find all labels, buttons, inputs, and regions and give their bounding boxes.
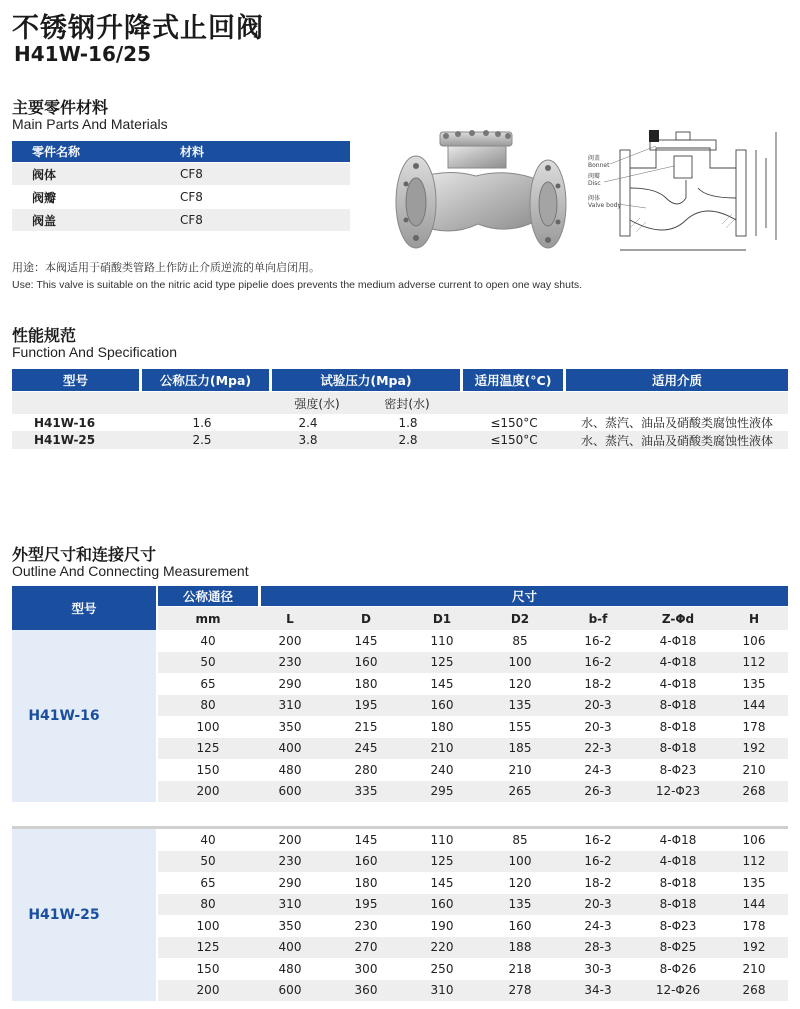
dims-cell: 30-3 — [584, 961, 612, 976]
dims-title-en: Outline And Connecting Measurement — [12, 563, 249, 579]
dims-cell: 400 — [278, 741, 302, 756]
parts-title-cn: 主要零件材料 — [12, 98, 109, 117]
dims-cell: 335 — [354, 784, 378, 799]
dims-cell: 400 — [278, 940, 302, 955]
dims-col-D2: D2 — [510, 611, 530, 626]
parts-row-name: 阀盖 — [32, 213, 57, 228]
dims-cell-dn: 100 — [196, 918, 220, 933]
dims-cell: 245 — [354, 741, 378, 756]
dims-cell-dn: 80 — [200, 897, 216, 912]
spec-row-temp: ≤150°C — [490, 415, 538, 430]
parts-row-material: CF8 — [180, 167, 203, 181]
dims-cell: 178 — [742, 719, 766, 734]
dims-cell: 18-2 — [584, 676, 612, 691]
dims-cell: 240 — [430, 762, 454, 777]
dims-cell: 360 — [354, 983, 378, 998]
dims-cell: 215 — [354, 719, 378, 734]
dims-cell: 188 — [508, 940, 532, 955]
spec-title-cn: 性能规范 — [12, 326, 77, 345]
parts-row-name: 阀瓣 — [32, 190, 57, 205]
dims-cell: 12-Φ26 — [655, 983, 701, 998]
spec-subheader-seal: 密封(水) — [384, 396, 430, 411]
dims-cell: 22-3 — [584, 741, 612, 756]
dims-cell: 20-3 — [584, 698, 612, 713]
dims-cell: 600 — [278, 784, 302, 799]
dims-cell: 192 — [742, 741, 766, 756]
dims-cell: 26-3 — [584, 784, 612, 799]
dims-cell: 178 — [742, 918, 766, 933]
spec-row-pn: 1.6 — [192, 415, 212, 430]
dims-cell: 210 — [742, 762, 766, 777]
spec-row-model: H41W-25 — [34, 433, 96, 447]
dims-cell: 295 — [430, 784, 454, 799]
dims-cell: 85 — [512, 633, 528, 648]
dims-col-H: H — [748, 611, 760, 626]
spec-row-pn: 2.5 — [192, 433, 212, 447]
dims-cell: 8-Φ18 — [659, 875, 697, 890]
dims-cell: 144 — [742, 698, 766, 713]
spec-row-strength: 3.8 — [298, 433, 318, 447]
dims-cell: 180 — [430, 719, 454, 734]
dims-cell: 180 — [354, 875, 378, 890]
parts-title-en: Main Parts And Materials — [12, 116, 168, 132]
dims-cell: 8-Φ18 — [659, 719, 697, 734]
dims-cell: 24-3 — [584, 762, 612, 777]
dims-cell: 8-Φ26 — [659, 961, 697, 976]
valve-photo — [388, 128, 578, 258]
dims-cell: 270 — [354, 940, 378, 955]
dims-cell: 300 — [354, 961, 378, 976]
dims-cell-dn: 40 — [200, 633, 216, 648]
parts-header-name: 零件名称 — [32, 145, 81, 159]
spec-row-temp: ≤150°C — [490, 433, 538, 447]
dims-cell: 250 — [430, 961, 454, 976]
dims-cell-dn: 100 — [196, 719, 220, 734]
dims-cell: 144 — [742, 897, 766, 912]
dims-cell: 85 — [512, 832, 528, 847]
dims-cell: 280 — [354, 762, 378, 777]
dims-cell-dn: 150 — [196, 762, 220, 777]
page-title: 不锈钢升降式止回阀 — [12, 13, 264, 44]
dims-cell: 210 — [508, 762, 532, 777]
dims-cell: 106 — [742, 832, 766, 847]
spec-header-temp: 适用温度(°C) — [463, 369, 563, 391]
parts-table — [12, 141, 350, 233]
parts-row-material: CF8 — [180, 190, 203, 204]
spec-row-medium: 水、蒸汽、油品及硝酸类腐蚀性液体 — [580, 416, 773, 430]
dims-header-size: 尺寸 — [261, 586, 788, 606]
dims-cell: 600 — [278, 983, 302, 998]
dims-cell: 290 — [278, 676, 302, 691]
dims-col-bf: b-f — [588, 611, 608, 626]
dims-cell: 28-3 — [584, 940, 612, 955]
dims-cell: 8-Φ18 — [659, 698, 697, 713]
dims-cell: 135 — [742, 875, 766, 890]
dims-cell-dn: 40 — [200, 832, 216, 847]
dims-cell: 100 — [508, 655, 532, 670]
dims-col-D1: D1 — [432, 611, 452, 626]
dims-cell: 12-Φ23 — [655, 784, 701, 799]
label-body-cn: 阀体 — [588, 195, 601, 202]
dims-cell: 145 — [430, 676, 454, 691]
dims-cell-dn: 150 — [196, 961, 220, 976]
dims-cell: 155 — [508, 719, 532, 734]
dims-col-L: L — [286, 611, 294, 626]
dims-cell-dn: 125 — [196, 940, 220, 955]
dims-cell: 218 — [508, 961, 532, 976]
dims-cell-dn: 80 — [200, 698, 216, 713]
dims-header-model: 型号 — [12, 586, 156, 630]
dims-cell: 112 — [742, 655, 766, 670]
dims-cell: 18-2 — [584, 875, 612, 890]
dims-cell: 195 — [354, 698, 378, 713]
dims-header-dn: 公称通径 — [158, 586, 258, 606]
dims-cell-dn: 50 — [200, 854, 216, 869]
spec-row-seal: 2.8 — [398, 433, 418, 447]
dims-cell: 192 — [742, 940, 766, 955]
label-disc-cn: 阀瓣 — [588, 173, 601, 180]
dims-cell: 210 — [430, 741, 454, 756]
usage-cn: 用途：本阀适用于硝酸类管路上作防止介质逆流的单向启闭用。 — [12, 261, 320, 274]
dims-group-model: H41W-16 — [28, 708, 100, 724]
dims-cell: 310 — [430, 983, 454, 998]
dims-cell: 16-2 — [584, 832, 612, 847]
dims-cell: 210 — [742, 961, 766, 976]
dims-cell: 4-Φ18 — [659, 655, 697, 670]
dims-cell: 20-3 — [584, 897, 612, 912]
dims-cell-dn: 65 — [200, 676, 216, 691]
parts-row-material: CF8 — [180, 213, 203, 227]
dims-cell: 16-2 — [584, 633, 612, 648]
label-body: Valve body — [588, 202, 621, 209]
dims-cell: 265 — [508, 784, 532, 799]
spec-row-model: H41W-16 — [34, 415, 96, 430]
dims-cell: 8-Φ23 — [659, 762, 697, 777]
dims-cell: 24-3 — [584, 918, 612, 933]
dims-cell: 4-Φ18 — [659, 832, 697, 847]
dims-cell-dn: 200 — [196, 983, 220, 998]
dims-cell-dn: 50 — [200, 655, 216, 670]
dims-cell: 350 — [278, 918, 302, 933]
dims-cell-dn: 125 — [196, 741, 220, 756]
dims-cell: 125 — [430, 854, 454, 869]
dims-cell: 480 — [278, 762, 302, 777]
spec-table — [12, 369, 788, 451]
dims-cell: 135 — [742, 676, 766, 691]
label-bonnet-cn: 阀盖 — [588, 155, 601, 162]
spec-header-model: 型号 — [12, 369, 139, 391]
dims-cell: 135 — [508, 698, 532, 713]
dims-cell: 106 — [742, 633, 766, 648]
dims-cell: 16-2 — [584, 655, 612, 670]
dims-cell: 268 — [742, 784, 766, 799]
dims-cell: 120 — [508, 875, 532, 890]
dims-cell: 185 — [508, 741, 532, 756]
dims-cell: 145 — [430, 875, 454, 890]
dims-cell: 195 — [354, 897, 378, 912]
dims-cell: 190 — [430, 918, 454, 933]
dims-cell: 160 — [430, 897, 454, 912]
dims-cell: 160 — [354, 854, 378, 869]
dims-header-dn-unit: mm — [195, 611, 221, 626]
spec-header-test: 试验压力(Mpa) — [272, 369, 460, 391]
dims-cell: 230 — [278, 854, 302, 869]
dims-cell: 100 — [508, 854, 532, 869]
dims-cell: 160 — [430, 698, 454, 713]
dims-cell: 4-Φ18 — [659, 676, 697, 691]
spec-header-medium: 适用介质 — [566, 369, 788, 391]
dims-cell: 120 — [508, 676, 532, 691]
label-disc: Disc — [588, 180, 601, 187]
dims-cell: 4-Φ18 — [659, 854, 697, 869]
dims-cell: 8-Φ18 — [659, 897, 697, 912]
dims-cell: 230 — [354, 918, 378, 933]
dims-cell-dn: 65 — [200, 875, 216, 890]
dims-cell: 125 — [430, 655, 454, 670]
dims-cell: 110 — [430, 633, 454, 648]
dims-group-model: H41W-25 — [28, 907, 100, 923]
dims-cell: 278 — [508, 983, 532, 998]
dims-cell: 268 — [742, 983, 766, 998]
spec-header-pn: 公称压力(Mpa) — [142, 369, 269, 391]
dims-cell-dn: 200 — [196, 784, 220, 799]
dims-cell: 16-2 — [584, 854, 612, 869]
label-bonnet: Bonnet — [588, 162, 610, 169]
usage-en: Use: This valve is suitable on the nitric acid type pipelie does prevents the medium adverse current to open one way shuts. — [12, 279, 583, 291]
product-model: H41W-16/25 — [14, 42, 152, 66]
dims-cell: 480 — [278, 961, 302, 976]
dims-table — [12, 586, 788, 1001]
spec-title-en: Function And Specification — [12, 344, 177, 360]
dims-cell: 145 — [354, 832, 378, 847]
valve-section-drawing — [586, 128, 786, 258]
dims-cell: 160 — [508, 918, 532, 933]
dims-cell: 200 — [278, 832, 302, 847]
dims-cell: 20-3 — [584, 719, 612, 734]
dims-cell: 160 — [354, 655, 378, 670]
dims-col-D: D — [361, 611, 371, 626]
dims-cell: 145 — [354, 633, 378, 648]
dims-cell: 310 — [278, 897, 302, 912]
parts-row-name: 阀体 — [32, 167, 57, 182]
spec-row-medium: 水、蒸汽、油品及硝酸类腐蚀性液体 — [580, 433, 773, 448]
dims-cell: 8-Φ18 — [659, 741, 697, 756]
dims-cell: 200 — [278, 633, 302, 648]
dims-cell: 4-Φ18 — [659, 633, 697, 648]
dims-cell: 112 — [742, 854, 766, 869]
parts-header-material: 材料 — [180, 145, 205, 159]
dims-cell: 8-Φ23 — [659, 918, 697, 933]
dims-cell: 310 — [278, 698, 302, 713]
dims-cell: 135 — [508, 897, 532, 912]
dims-col-zd: Z-Φd — [661, 611, 695, 626]
dims-cell: 350 — [278, 719, 302, 734]
dims-cell: 220 — [430, 940, 454, 955]
dims-cell: 8-Φ25 — [659, 940, 697, 955]
dims-cell: 34-3 — [584, 983, 612, 998]
dims-cell: 180 — [354, 676, 378, 691]
spec-subheader-strength: 强度(水) — [294, 396, 340, 411]
dims-cell: 230 — [278, 655, 302, 670]
dims-cell: 110 — [430, 832, 454, 847]
dims-cell: 290 — [278, 875, 302, 890]
dims-title-cn: 外型尺寸和连接尺寸 — [12, 545, 157, 564]
spec-row-strength: 2.4 — [298, 415, 318, 430]
spec-row-seal: 1.8 — [398, 415, 418, 430]
